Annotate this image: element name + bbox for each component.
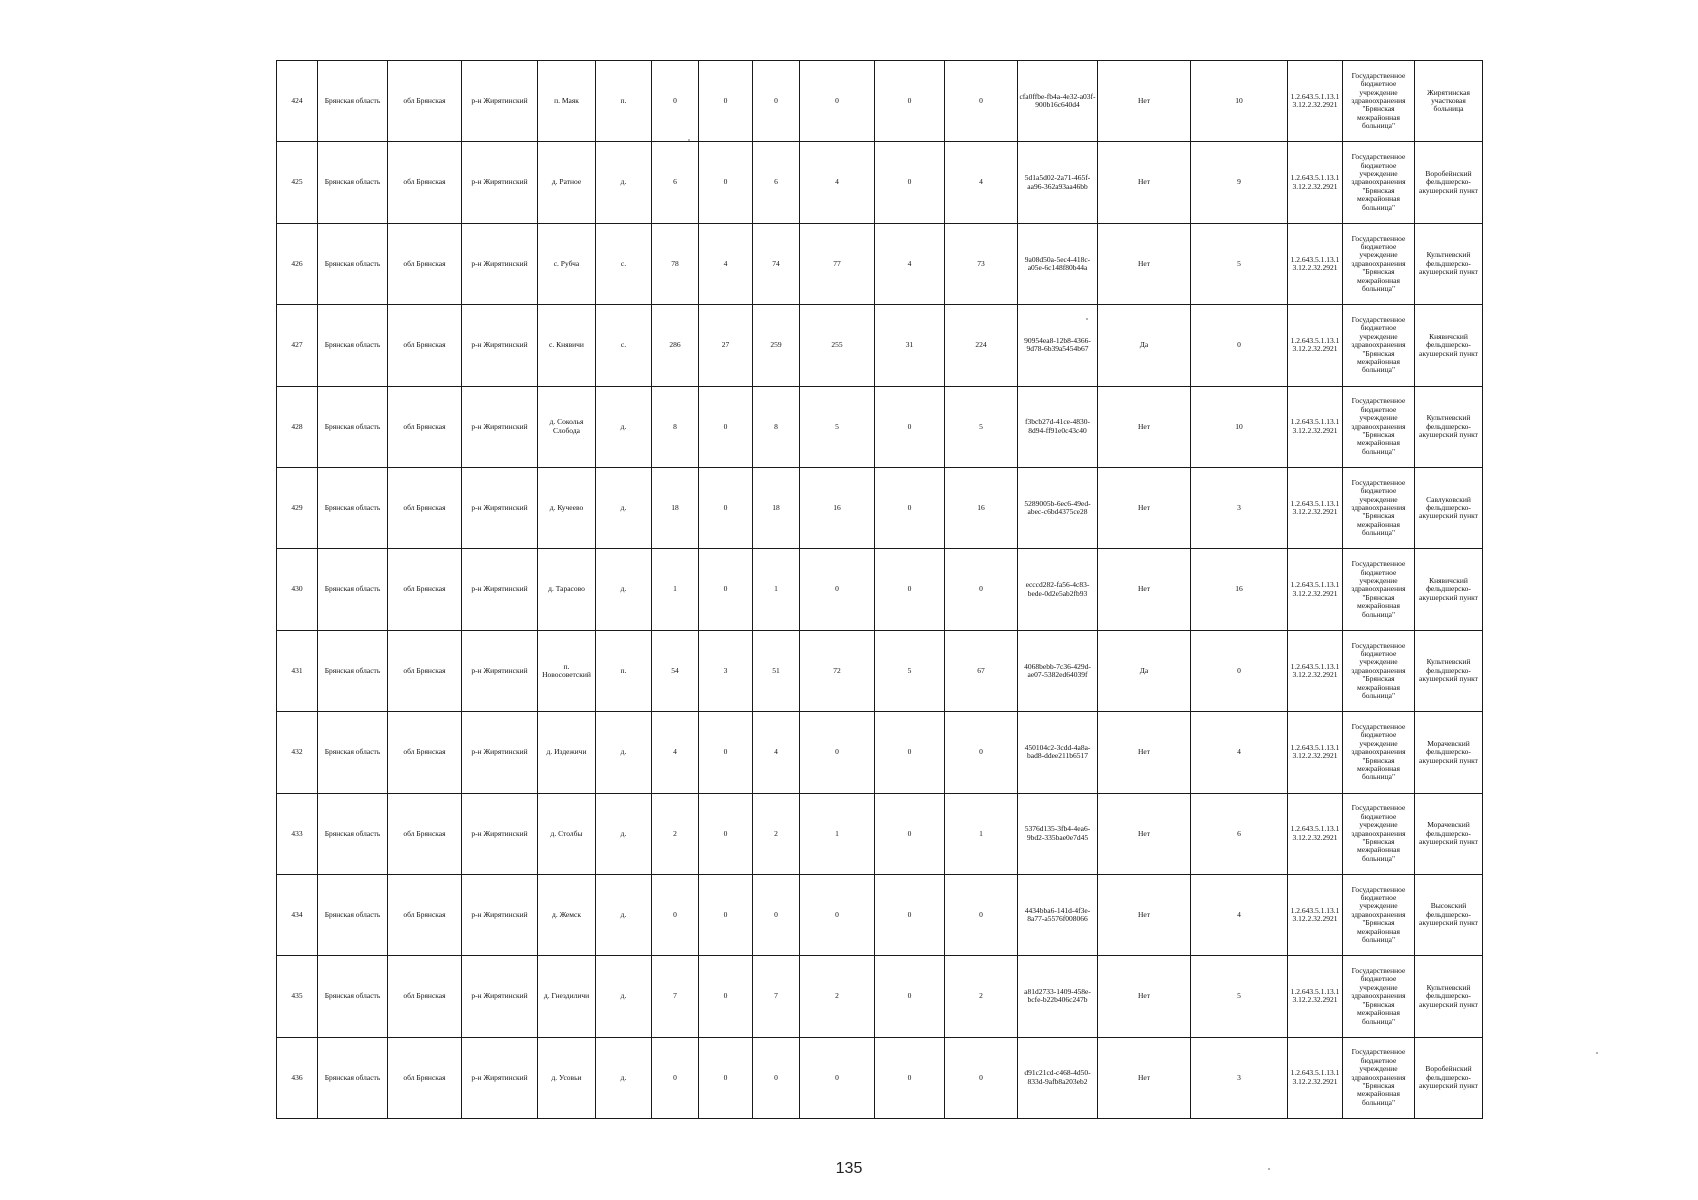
organization-cell: Государственное бюджетное учреждение здравоохранения "Брянская межрайонная больница"	[1343, 386, 1415, 467]
district-cell: р-н Жирятинский	[462, 61, 538, 142]
value-cell: 0	[699, 956, 753, 1037]
distance-cell: 16	[1191, 549, 1288, 630]
value-cell: 5	[875, 630, 945, 711]
flag-cell: Да	[1098, 305, 1191, 386]
distance-cell: 5	[1191, 956, 1288, 1037]
row-number-cell: 431	[277, 630, 318, 711]
table-row	[277, 630, 1483, 711]
district-cell: р-н Жирятинский	[462, 305, 538, 386]
value-cell: 259	[753, 305, 800, 386]
medical-unit-cell: Воробейнский фельдшерско-акушерский пункт	[1415, 1037, 1483, 1118]
settlement-type-cell: п.	[596, 630, 652, 711]
region-cell: Брянская область	[318, 630, 388, 711]
organization-cell: Государственное бюджетное учреждение здравоохранения "Брянская межрайонная больница"	[1343, 793, 1415, 874]
flag-cell: Да	[1098, 630, 1191, 711]
table-body	[277, 61, 1483, 1119]
value-cell: 4	[945, 142, 1018, 223]
organization-cell: Государственное бюджетное учреждение здравоохранения "Брянская межрайонная больница"	[1343, 61, 1415, 142]
value-cell: 72	[800, 630, 875, 711]
organization-cell: Государственное бюджетное учреждение здравоохранения "Брянская межрайонная больница"	[1343, 467, 1415, 548]
distance-cell: 4	[1191, 712, 1288, 793]
value-cell: 16	[945, 467, 1018, 548]
guid-cell: 90954ea8-12b8-4366-9d78-6b39a5454b67	[1018, 305, 1098, 386]
value-cell: 0	[875, 549, 945, 630]
medical-unit-cell: Культневский фельдшерско-акушерский пункт	[1415, 956, 1483, 1037]
region-cell: Брянская область	[318, 1037, 388, 1118]
value-cell: 7	[652, 956, 699, 1037]
settlement-cell: д. Гнездиличи	[538, 956, 596, 1037]
table-row	[277, 142, 1483, 223]
region-cell: Брянская область	[318, 142, 388, 223]
oid-code-cell: 1.2.643.5.1.13.13.12.2.32.2921	[1288, 793, 1343, 874]
value-cell: 4	[800, 142, 875, 223]
organization-cell: Государственное бюджетное учреждение здравоохранения "Брянская межрайонная больница"	[1343, 712, 1415, 793]
guid-cell: a81d2733-1409-458e-bcfe-b22b406c247b	[1018, 956, 1098, 1037]
settlement-type-cell: д.	[596, 142, 652, 223]
guid-cell: ecccd282-fa56-4c83-bede-0d2e5ab2fb93	[1018, 549, 1098, 630]
value-cell: 0	[945, 61, 1018, 142]
settlement-type-cell: д.	[596, 549, 652, 630]
scan-speck	[1268, 1168, 1270, 1170]
oid-code-cell: 1.2.643.5.1.13.13.12.2.32.2921	[1288, 61, 1343, 142]
settlement-type-cell: с.	[596, 305, 652, 386]
value-cell: 6	[753, 142, 800, 223]
district-cell: р-н Жирятинский	[462, 712, 538, 793]
distance-cell: 4	[1191, 874, 1288, 955]
distance-cell: 0	[1191, 305, 1288, 386]
subject-cell: обл Брянская	[388, 142, 462, 223]
value-cell: 27	[699, 305, 753, 386]
value-cell: 4	[753, 712, 800, 793]
guid-cell: 4068bebb-7c36-429d-ae07-5382ed64039f	[1018, 630, 1098, 711]
value-cell: 0	[652, 1037, 699, 1118]
value-cell: 0	[945, 874, 1018, 955]
region-cell: Брянская область	[318, 305, 388, 386]
medical-unit-cell: Культневский фельдшерско-акушерский пункт	[1415, 386, 1483, 467]
subject-cell: обл Брянская	[388, 305, 462, 386]
value-cell: 1	[800, 793, 875, 874]
medical-unit-cell: Воробейнский фельдшерско-акушерский пункт	[1415, 142, 1483, 223]
value-cell: 0	[753, 1037, 800, 1118]
value-cell: 286	[652, 305, 699, 386]
organization-cell: Государственное бюджетное учреждение здравоохранения "Брянская межрайонная больница"	[1343, 549, 1415, 630]
settlement-type-cell: д.	[596, 793, 652, 874]
medical-unit-cell: Высокский фельдшерско-акушерский пункт	[1415, 874, 1483, 955]
oid-code-cell: 1.2.643.5.1.13.13.12.2.32.2921	[1288, 956, 1343, 1037]
row-number-cell: 428	[277, 386, 318, 467]
table-row	[277, 386, 1483, 467]
subject-cell: обл Брянская	[388, 61, 462, 142]
oid-code-cell: 1.2.643.5.1.13.13.12.2.32.2921	[1288, 142, 1343, 223]
settlement-type-cell: д.	[596, 712, 652, 793]
row-number-cell: 430	[277, 549, 318, 630]
value-cell: 0	[699, 61, 753, 142]
flag-cell: Нет	[1098, 956, 1191, 1037]
settlement-type-cell: п.	[596, 61, 652, 142]
row-number-cell: 433	[277, 793, 318, 874]
oid-code-cell: 1.2.643.5.1.13.13.12.2.32.2921	[1288, 874, 1343, 955]
guid-cell: 450104c2-3cdd-4a8a-bad8-ddee211b6517	[1018, 712, 1098, 793]
value-cell: 0	[875, 793, 945, 874]
value-cell: 16	[800, 467, 875, 548]
value-cell: 0	[875, 467, 945, 548]
guid-cell: 5376d135-3fb4-4ea6-9bd2-335bae0e7d45	[1018, 793, 1098, 874]
flag-cell: Нет	[1098, 874, 1191, 955]
value-cell: 31	[875, 305, 945, 386]
value-cell: 77	[800, 223, 875, 304]
distance-cell: 5	[1191, 223, 1288, 304]
subject-cell: обл Брянская	[388, 630, 462, 711]
settlement-cell: д. Столбы	[538, 793, 596, 874]
value-cell: 1	[652, 549, 699, 630]
flag-cell: Нет	[1098, 712, 1191, 793]
value-cell: 0	[945, 712, 1018, 793]
organization-cell: Государственное бюджетное учреждение здравоохранения "Брянская межрайонная больница"	[1343, 630, 1415, 711]
distance-cell: 0	[1191, 630, 1288, 711]
distance-cell: 10	[1191, 61, 1288, 142]
scan-speck	[688, 139, 690, 141]
value-cell: 0	[800, 1037, 875, 1118]
settlement-cell: д. Издежичи	[538, 712, 596, 793]
subject-cell: обл Брянская	[388, 874, 462, 955]
value-cell: 4	[699, 223, 753, 304]
table-row	[277, 874, 1483, 955]
settlement-cell: д. Кучеево	[538, 467, 596, 548]
subject-cell: обл Брянская	[388, 467, 462, 548]
guid-cell: 4434bba6-141d-4f3e-8a77-a5576f008066	[1018, 874, 1098, 955]
district-cell: р-н Жирятинский	[462, 467, 538, 548]
value-cell: 2	[945, 956, 1018, 1037]
settlement-cell: д. Ратное	[538, 142, 596, 223]
value-cell: 0	[652, 874, 699, 955]
oid-code-cell: 1.2.643.5.1.13.13.12.2.32.2921	[1288, 712, 1343, 793]
value-cell: 5	[945, 386, 1018, 467]
subject-cell: обл Брянская	[388, 793, 462, 874]
distance-cell: 3	[1191, 1037, 1288, 1118]
guid-cell: d91c21cd-c468-4d50-833d-9afb8a203eb2	[1018, 1037, 1098, 1118]
settlement-cell: д. Тарасово	[538, 549, 596, 630]
district-cell: р-н Жирятинский	[462, 1037, 538, 1118]
flag-cell: Нет	[1098, 549, 1191, 630]
settlement-cell: с. Рубча	[538, 223, 596, 304]
settlements-table	[276, 60, 1483, 1119]
region-cell: Брянская область	[318, 467, 388, 548]
organization-cell: Государственное бюджетное учреждение здравоохранения "Брянская межрайонная больница"	[1343, 956, 1415, 1037]
medical-unit-cell: Савлуковский фельдшерско-акушерский пункт	[1415, 467, 1483, 548]
subject-cell: обл Брянская	[388, 712, 462, 793]
flag-cell: Нет	[1098, 386, 1191, 467]
district-cell: р-н Жирятинский	[462, 142, 538, 223]
value-cell: 67	[945, 630, 1018, 711]
value-cell: 54	[652, 630, 699, 711]
value-cell: 8	[652, 386, 699, 467]
row-number-cell: 435	[277, 956, 318, 1037]
flag-cell: Нет	[1098, 467, 1191, 548]
value-cell: 8	[753, 386, 800, 467]
value-cell: 0	[699, 142, 753, 223]
organization-cell: Государственное бюджетное учреждение здравоохранения "Брянская межрайонная больница"	[1343, 1037, 1415, 1118]
value-cell: 73	[945, 223, 1018, 304]
row-number-cell: 432	[277, 712, 318, 793]
district-cell: р-н Жирятинский	[462, 223, 538, 304]
scan-speck	[1086, 318, 1088, 320]
region-cell: Брянская область	[318, 549, 388, 630]
oid-code-cell: 1.2.643.5.1.13.13.12.2.32.2921	[1288, 223, 1343, 304]
value-cell: 0	[875, 61, 945, 142]
value-cell: 0	[875, 712, 945, 793]
distance-cell: 10	[1191, 386, 1288, 467]
medical-unit-cell: Княвичский фельдшерско-акушерский пункт	[1415, 549, 1483, 630]
value-cell: 5	[800, 386, 875, 467]
value-cell: 2	[652, 793, 699, 874]
medical-unit-cell: Княвичский фельдшерско-акушерский пункт	[1415, 305, 1483, 386]
guid-cell: f3bcb27d-41ce-4830-8d94-ff91e0c43c40	[1018, 386, 1098, 467]
medical-unit-cell: Жирятинская участковая больница	[1415, 61, 1483, 142]
settlement-type-cell: д.	[596, 874, 652, 955]
table-row	[277, 305, 1483, 386]
subject-cell: обл Брянская	[388, 1037, 462, 1118]
value-cell: 0	[699, 793, 753, 874]
value-cell: 0	[875, 142, 945, 223]
value-cell: 0	[753, 874, 800, 955]
table-row	[277, 793, 1483, 874]
district-cell: р-н Жирятинский	[462, 549, 538, 630]
value-cell: 18	[753, 467, 800, 548]
flag-cell: Нет	[1098, 223, 1191, 304]
region-cell: Брянская область	[318, 223, 388, 304]
registry-sheet	[276, 60, 1478, 1119]
row-number-cell: 427	[277, 305, 318, 386]
table-row	[277, 61, 1483, 142]
organization-cell: Государственное бюджетное учреждение здравоохранения "Брянская межрайонная больница"	[1343, 305, 1415, 386]
value-cell: 0	[753, 61, 800, 142]
value-cell: 0	[699, 386, 753, 467]
value-cell: 0	[800, 874, 875, 955]
medical-unit-cell: Морачевский фельдшерско-акушерский пункт	[1415, 712, 1483, 793]
flag-cell: Нет	[1098, 61, 1191, 142]
flag-cell: Нет	[1098, 142, 1191, 223]
value-cell: 7	[753, 956, 800, 1037]
value-cell: 51	[753, 630, 800, 711]
oid-code-cell: 1.2.643.5.1.13.13.12.2.32.2921	[1288, 549, 1343, 630]
subject-cell: обл Брянская	[388, 386, 462, 467]
value-cell: 78	[652, 223, 699, 304]
table-row	[277, 712, 1483, 793]
district-cell: р-н Жирятинский	[462, 956, 538, 1037]
value-cell: 4	[652, 712, 699, 793]
guid-cell: 5d1a5d02-2a71-465f-aa96-362a93aa46bb	[1018, 142, 1098, 223]
region-cell: Брянская область	[318, 61, 388, 142]
oid-code-cell: 1.2.643.5.1.13.13.12.2.32.2921	[1288, 386, 1343, 467]
oid-code-cell: 1.2.643.5.1.13.13.12.2.32.2921	[1288, 630, 1343, 711]
region-cell: Брянская область	[318, 386, 388, 467]
value-cell: 0	[699, 549, 753, 630]
value-cell: 0	[800, 549, 875, 630]
guid-cell: 9a08d50a-5ec4-418c-a05e-6c148f80b44a	[1018, 223, 1098, 304]
scan-speck	[1596, 1052, 1598, 1054]
table-row	[277, 223, 1483, 304]
table-row	[277, 467, 1483, 548]
value-cell: 0	[875, 874, 945, 955]
table-row	[277, 1037, 1483, 1118]
district-cell: р-н Жирятинский	[462, 386, 538, 467]
value-cell: 1	[753, 549, 800, 630]
oid-code-cell: 1.2.643.5.1.13.13.12.2.32.2921	[1288, 467, 1343, 548]
row-number-cell: 434	[277, 874, 318, 955]
settlement-cell: п. Маяк	[538, 61, 596, 142]
settlement-cell: д. Соколья Слобода	[538, 386, 596, 467]
oid-code-cell: 1.2.643.5.1.13.13.12.2.32.2921	[1288, 1037, 1343, 1118]
district-cell: р-н Жирятинский	[462, 793, 538, 874]
settlement-cell: с. Княвичи	[538, 305, 596, 386]
organization-cell: Государственное бюджетное учреждение здравоохранения "Брянская межрайонная больница"	[1343, 223, 1415, 304]
row-number-cell: 425	[277, 142, 318, 223]
distance-cell: 6	[1191, 793, 1288, 874]
value-cell: 0	[699, 1037, 753, 1118]
value-cell: 224	[945, 305, 1018, 386]
settlement-cell: п. Новосоветский	[538, 630, 596, 711]
region-cell: Брянская область	[318, 956, 388, 1037]
row-number-cell: 436	[277, 1037, 318, 1118]
subject-cell: обл Брянская	[388, 956, 462, 1037]
value-cell: 1	[945, 793, 1018, 874]
district-cell: р-н Жирятинский	[462, 874, 538, 955]
settlement-type-cell: д.	[596, 467, 652, 548]
value-cell: 0	[800, 712, 875, 793]
district-cell: р-н Жирятинский	[462, 630, 538, 711]
value-cell: 6	[652, 142, 699, 223]
subject-cell: обл Брянская	[388, 549, 462, 630]
settlement-type-cell: д.	[596, 956, 652, 1037]
value-cell: 0	[699, 467, 753, 548]
oid-code-cell: 1.2.643.5.1.13.13.12.2.32.2921	[1288, 305, 1343, 386]
distance-cell: 9	[1191, 142, 1288, 223]
value-cell: 0	[699, 874, 753, 955]
settlement-type-cell: с.	[596, 223, 652, 304]
guid-cell: 5289005b-6ec6-49ed-abec-c6bd4375ce28	[1018, 467, 1098, 548]
value-cell: 4	[875, 223, 945, 304]
table-row	[277, 549, 1483, 630]
value-cell: 18	[652, 467, 699, 548]
value-cell: 74	[753, 223, 800, 304]
value-cell: 0	[800, 61, 875, 142]
value-cell: 0	[945, 549, 1018, 630]
subject-cell: обл Брянская	[388, 223, 462, 304]
value-cell: 2	[800, 956, 875, 1037]
settlement-cell: д. Усовьи	[538, 1037, 596, 1118]
table-row	[277, 956, 1483, 1037]
value-cell: 0	[875, 386, 945, 467]
medical-unit-cell: Культневский фельдшерско-акушерский пункт	[1415, 630, 1483, 711]
flag-cell: Нет	[1098, 1037, 1191, 1118]
flag-cell: Нет	[1098, 793, 1191, 874]
organization-cell: Государственное бюджетное учреждение здравоохранения "Брянская межрайонная больница"	[1343, 142, 1415, 223]
guid-cell: cfa0ffbe-fb4a-4e32-a03f-900b16c640d4	[1018, 61, 1098, 142]
medical-unit-cell: Морачевский фельдшерско-акушерский пункт	[1415, 793, 1483, 874]
distance-cell: 3	[1191, 467, 1288, 548]
organization-cell: Государственное бюджетное учреждение здравоохранения "Брянская межрайонная больница"	[1343, 874, 1415, 955]
row-number-cell: 426	[277, 223, 318, 304]
value-cell: 0	[699, 712, 753, 793]
value-cell: 3	[699, 630, 753, 711]
row-number-cell: 424	[277, 61, 318, 142]
region-cell: Брянская область	[318, 712, 388, 793]
value-cell: 0	[875, 1037, 945, 1118]
medical-unit-cell: Культневский фельдшерско-акушерский пункт	[1415, 223, 1483, 304]
settlement-type-cell: д.	[596, 1037, 652, 1118]
value-cell: 0	[652, 61, 699, 142]
settlement-cell: д. Жемск	[538, 874, 596, 955]
value-cell: 2	[753, 793, 800, 874]
region-cell: Брянская область	[318, 874, 388, 955]
page-number: 135	[835, 1160, 863, 1177]
row-number-cell: 429	[277, 467, 318, 548]
value-cell: 0	[875, 956, 945, 1037]
settlement-type-cell: д.	[596, 386, 652, 467]
value-cell: 0	[945, 1037, 1018, 1118]
region-cell: Брянская область	[318, 793, 388, 874]
value-cell: 255	[800, 305, 875, 386]
